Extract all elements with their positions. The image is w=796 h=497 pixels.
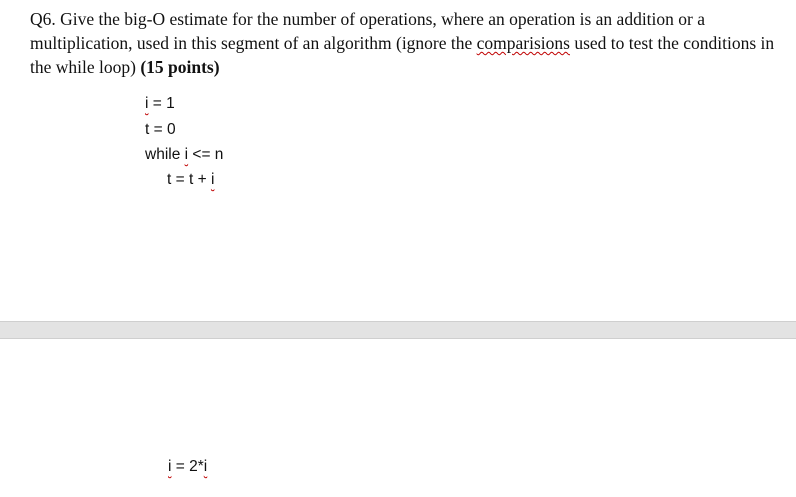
var-i[interactable]: i: [184, 146, 189, 163]
code-line-2: t = 0: [145, 121, 176, 138]
code-line-3: [145, 146, 223, 164]
var-i[interactable]: i: [168, 458, 172, 475]
page-break-separator: [0, 321, 796, 339]
var-i[interactable]: i: [145, 95, 149, 112]
question-text: [30, 7, 780, 79]
question-text-before: Q6. Give the big-O estimate for the number of operations, where an operation is an addition or a multiplication, used in this segment of an algorithm (ignore the: [30, 9, 706, 53]
var-i[interactable]: i: [210, 171, 215, 188]
var-i[interactable]: i: [203, 458, 208, 475]
code-line-3-rest: <= n: [188, 146, 224, 163]
code-line-4-prefix: t = t +: [167, 171, 211, 188]
misspelled-word[interactable]: comparisions: [476, 33, 570, 53]
code-line-1-rest: = 1: [148, 95, 175, 112]
code-line-5: [168, 458, 207, 476]
code-line-1: [145, 95, 175, 113]
code-line-5-mid: = 2*: [171, 458, 204, 475]
code-line-4: [167, 171, 214, 189]
question-text-after: used to test the conditions in the while loop): [30, 33, 775, 77]
document-page-lower: [0, 339, 796, 497]
code-line-3-prefix: while: [145, 146, 185, 163]
points-label: (15 points): [140, 57, 220, 77]
